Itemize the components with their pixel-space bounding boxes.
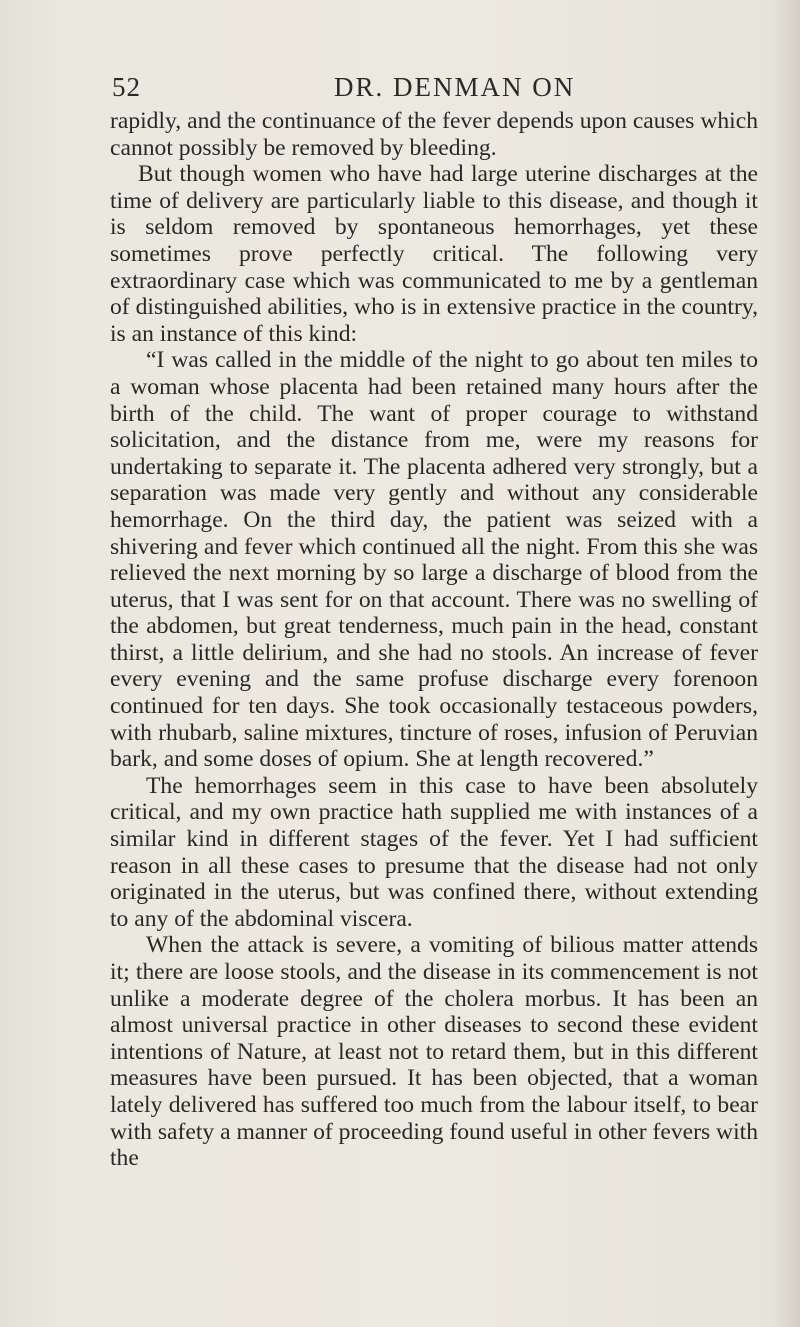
page-edge-shadow (772, 0, 800, 1327)
page-header (112, 72, 752, 106)
paragraph-case-quotation: “I was called in the middle of the night to go about ten miles to a woman whose placenta had been retained many hours after the birth of the child. The want of proper courage to withstand solicitation, and the distance from me, were my reasons for undertaking to separate it. The placenta adhered very strongly, but a separation was made very gently and without any considerable hemorrhage. On the third day, the patient was seized with a shivering and fever which continued all the night. From this she was relieved the next morning by so large a discharge of blood from the uterus, that I was sent for on that account. There was no swelling of the abdomen, but great tenderness, much pain in the head, constant thirst, a little delirium, and she had no stools. An increase of fever every evening and the same profuse discharge every forenoon continued for ten days. She took occasionally testaceous powders, with rhubarb, saline mixtures, tincture of roses, infusion of Peruvian bark, and some doses of opium. She at length recovered.” (110, 347, 758, 773)
paragraph-continuation: rapidly, and the continuance of the fever depends upon causes which cannot possibly be removed by bleeding. (110, 108, 758, 161)
body-text (110, 108, 758, 1172)
page-number: 52 (112, 72, 141, 102)
paragraph-severe-attack: When the attack is severe, a vomiting of bilious matter attends it; there are loose stools, and the disease in its commencement is not unlike a moderate degree of the cholera morbus. It has been an almost universal practice in other diseases to second these evident intentions of Nature, at least not to retard them, but in this different measures have been pursued. It has been objected, that a woman lately delivered has suffered too much from the labour itself, to bear with safety a manner of proceeding found useful in other fevers with the (110, 932, 758, 1172)
paragraph-uterine-discharges: But though women who have had large uterine discharges at the time of delivery are particularly liable to this disease, and though it is seldom removed by spontaneous hemorrhages, yet these sometimes prove perfectly critical. The following very extraordinary case which was communicated to me by a gentleman of distinguished abilities, who is in extensive practice in the country, is an instance of this kind: (110, 161, 758, 347)
paragraph-hemorrhages-critical: The hemorrhages seem in this case to have been absolutely critical, and my own practice hath supplied me with instances of a similar kind in different stages of the fever. Yet I had sufficient reason in all these cases to presume that the disease had not only originated in the uterus, but was confined there, without extending to any of the abdominal viscera. (110, 772, 758, 932)
running-head: DR. DENMAN ON (334, 72, 576, 102)
